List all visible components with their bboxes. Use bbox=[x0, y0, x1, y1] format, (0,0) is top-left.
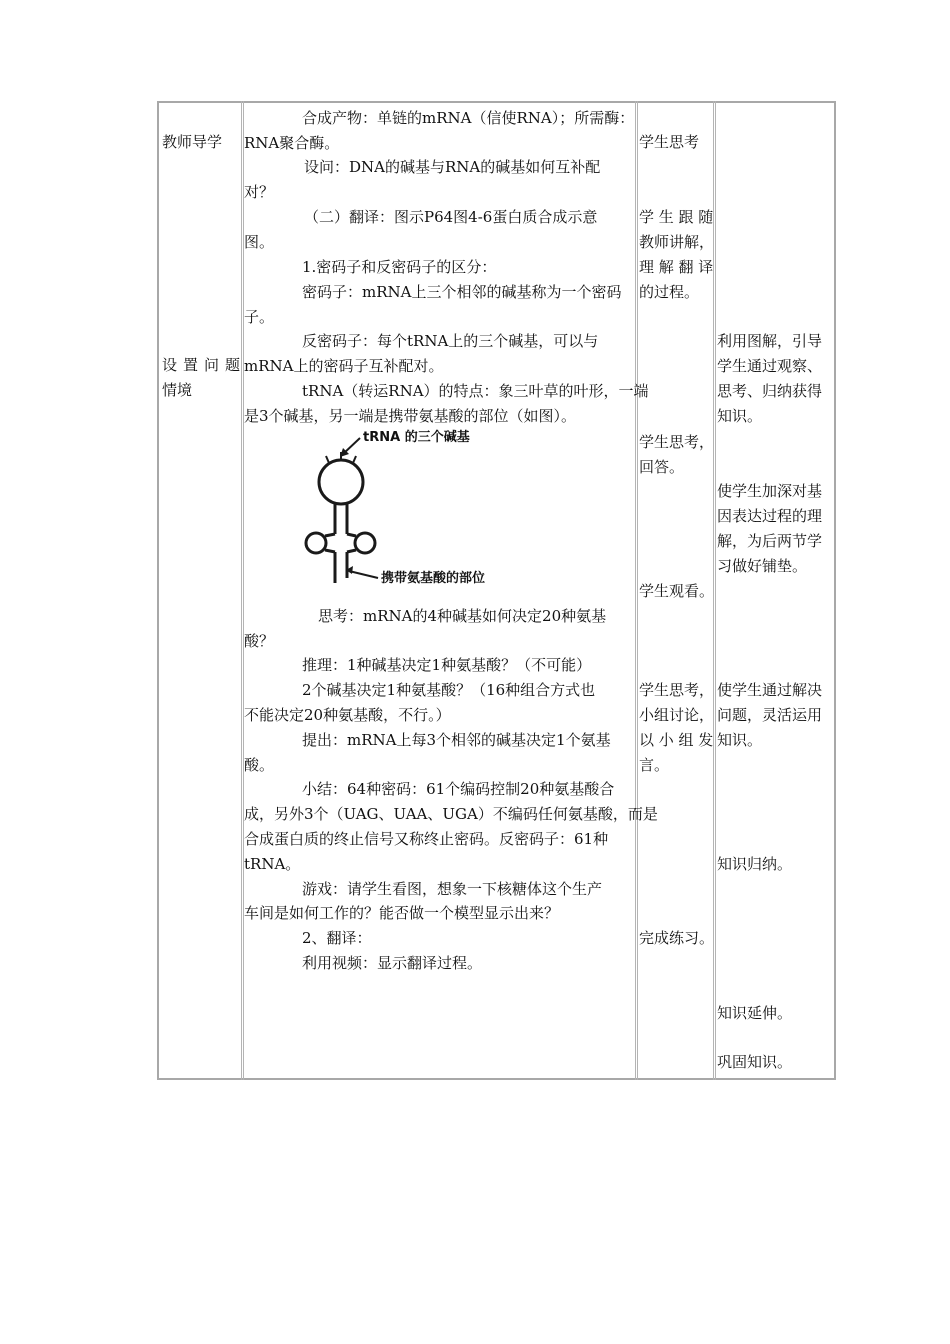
content-line: tRNA。 bbox=[244, 855, 301, 873]
student-activity: 以 小 组 发 bbox=[639, 731, 714, 749]
design-intent: 知识。 bbox=[717, 731, 763, 749]
design-intent: 习做好铺垫。 bbox=[717, 557, 808, 575]
design-intent: 思考、归纳获得 bbox=[717, 382, 823, 400]
student-activity: 完成练习。 bbox=[639, 929, 715, 947]
student-activity: 学生思考 bbox=[639, 133, 700, 151]
student-activity: 言。 bbox=[639, 756, 670, 774]
content-line: 推理：1种碱基决定1种氨基酸？（不可能） bbox=[302, 656, 592, 674]
student-activity: 教师讲解， bbox=[639, 233, 715, 251]
content-line: 不能决定20种氨基酸，不行。） bbox=[244, 706, 451, 724]
content-line: 利用视频：显示翻译过程。 bbox=[302, 954, 483, 972]
content-line: 酸。 bbox=[244, 756, 275, 774]
stage-label-setup-cont: 情境 bbox=[162, 381, 193, 399]
content-line: 酸？ bbox=[244, 632, 275, 650]
content-line: 2个碱基决定1种氨基酸？（16种组合方式也 bbox=[302, 681, 596, 699]
content-line: 1.密码子和反密码子的区分： bbox=[302, 258, 497, 276]
figure-label-amino-acid-site: 携带氨基酸的部位 bbox=[381, 571, 486, 586]
arrow-icon bbox=[346, 566, 378, 578]
student-activity: 小组讨论， bbox=[639, 706, 715, 724]
content-line: 图。 bbox=[244, 233, 275, 251]
content-line: 2、翻译： bbox=[302, 929, 372, 947]
student-activity: 学生观看。 bbox=[639, 582, 715, 600]
content-line: 密码子：mRNA上三个相邻的碱基称为一个密码 bbox=[302, 283, 622, 301]
content-line: 合成蛋白质的终止信号又称终止密码。反密码子：61种 bbox=[244, 830, 609, 848]
content-line: 设问：DNA的碱基与RNA的碱基如何互补配 bbox=[304, 158, 601, 176]
content-line: 小结：64种密码：61个编码控制20种氨基酸合 bbox=[302, 780, 615, 798]
student-activity: 理 解 翻 译 bbox=[639, 258, 714, 276]
stage-label-setup: 设 置 问 题 bbox=[162, 356, 240, 374]
content-line: RNA聚合酶。 bbox=[244, 134, 340, 152]
design-intent: 解，为后两节学 bbox=[717, 532, 823, 550]
student-activity: 学生思考， bbox=[639, 681, 715, 699]
design-intent: 利用图解，引导 bbox=[717, 332, 823, 350]
content-line: 对？ bbox=[244, 183, 275, 201]
student-activity: 学 生 跟 随 bbox=[639, 208, 714, 226]
arrow-icon bbox=[340, 438, 360, 457]
student-activity: 的过程。 bbox=[639, 283, 700, 301]
content-line: 子。 bbox=[244, 308, 275, 326]
figure-label-anticodon: tRNA 的三个碱基 bbox=[363, 430, 470, 445]
design-intent: 知识。 bbox=[717, 407, 763, 425]
column-divider bbox=[635, 101, 638, 1080]
design-intent: 使学生加深对基 bbox=[717, 482, 823, 500]
content-line: tRNA（转运RNA）的特点：象三叶草的叶形，一端 bbox=[302, 382, 649, 400]
trna-cloverleaf-figure bbox=[296, 428, 506, 588]
content-line: 提出：mRNA上每3个相邻的碱基决定1个氨基 bbox=[302, 731, 611, 749]
design-intent: 巩固知识。 bbox=[717, 1053, 793, 1071]
content-line: 车间是如何工作的？能否做一个模型显示出来？ bbox=[244, 904, 560, 922]
content-line: （二）翻译：图示P64图4-6蛋白质合成示意 bbox=[304, 208, 598, 226]
design-intent: 因表达过程的理 bbox=[717, 507, 823, 525]
content-line: 合成产物：单链的mRNA（信使RNA）；所需酶： bbox=[302, 109, 635, 127]
content-line: 思考：mRNA的4种碱基如何决定20种氨基 bbox=[318, 607, 607, 625]
design-intent: 学生通过观察、 bbox=[717, 357, 823, 375]
student-activity: 回答。 bbox=[639, 458, 685, 476]
content-line: 反密码子：每个tRNA上的三个碱基，可以与 bbox=[302, 332, 599, 350]
stage-label-teacher-guide: 教师导学 bbox=[162, 133, 223, 151]
design-intent: 使学生通过解决 bbox=[717, 681, 823, 699]
content-line: 游戏：请学生看图，想象一下核糖体这个生产 bbox=[302, 880, 603, 898]
design-intent: 知识归纳。 bbox=[717, 855, 793, 873]
content-line: mRNA上的密码子互补配对。 bbox=[244, 357, 444, 375]
content-line: 成，另外3个（UAG、UAA、UGA）不编码任何氨基酸，而是 bbox=[244, 805, 658, 823]
student-activity: 学生思考， bbox=[639, 433, 715, 451]
design-intent: 问题，灵活运用 bbox=[717, 706, 823, 724]
content-line: 是3个碱基，另一端是携带氨基酸的部位（如图）。 bbox=[244, 407, 577, 425]
design-intent: 知识延伸。 bbox=[717, 1004, 793, 1022]
